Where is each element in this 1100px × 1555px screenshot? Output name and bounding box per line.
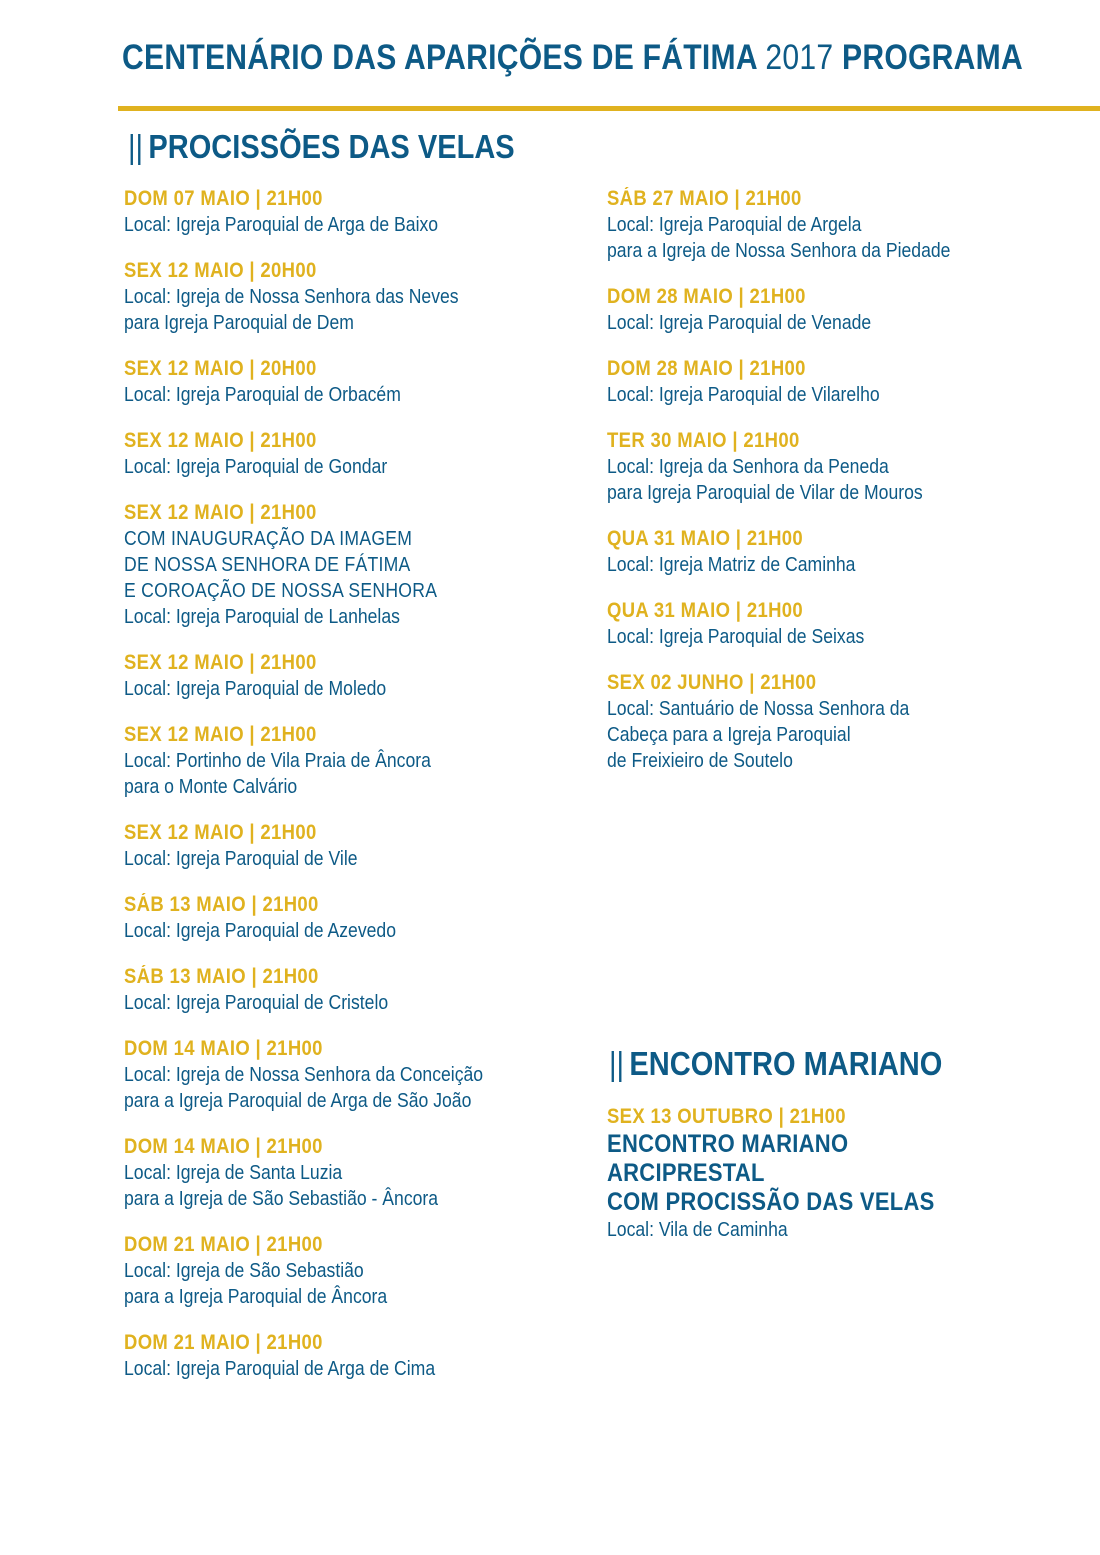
- event-date: SÁB 13 MAIO | 21H00: [124, 893, 319, 916]
- event-location: Local: Igreja Paroquial de Arga de Baixo: [124, 214, 439, 236]
- event-item: [124, 428, 532, 480]
- event-item: [124, 356, 532, 408]
- event-location: para o Monte Calvário: [124, 776, 298, 798]
- event-location: Local: Igreja de Santa Luzia: [124, 1162, 343, 1184]
- event-note: E COROAÇÃO DE NOSSA SENHORA: [124, 580, 438, 602]
- event-title: COM PROCISSÃO DAS VELAS: [607, 1188, 935, 1216]
- event-title: ARCIPRESTAL: [607, 1159, 765, 1187]
- event-item: [124, 964, 532, 1016]
- left-event-list: [124, 186, 532, 1402]
- event-location: Local: Igreja Paroquial de Orbacém: [124, 384, 401, 406]
- event-date: QUA 31 MAIO | 21H00: [607, 599, 804, 622]
- event-item: [124, 892, 532, 944]
- event-item: [124, 186, 532, 238]
- event-date: SEX 12 MAIO | 21H00: [124, 429, 317, 452]
- event-location: Local: Vila de Caminha: [607, 1219, 788, 1241]
- event-date: SÁB 13 MAIO | 21H00: [124, 965, 319, 988]
- title-part-1: CENTENÁRIO DAS APARIÇÕES DE FÁTIMA: [122, 38, 766, 77]
- event-date: SEX 02 JUNHO | 21H00: [607, 671, 817, 694]
- event-item: [124, 1330, 532, 1382]
- event-date: DOM 28 MAIO | 21H00: [607, 285, 806, 308]
- section-heading-encontro: [609, 1045, 942, 1083]
- header-divider: [118, 106, 1100, 111]
- title-part-2: PROGRAMA: [833, 38, 1023, 77]
- event-location: Local: Igreja de São Sebastião: [124, 1260, 364, 1282]
- event-location: para Igreja Paroquial de Dem: [124, 312, 354, 334]
- event-location: Local: Igreja Matriz de Caminha: [607, 554, 856, 576]
- event-date: SÁB 27 MAIO | 21H00: [607, 187, 802, 210]
- event-date: SEX 12 MAIO | 21H00: [124, 651, 317, 674]
- event-title: ENCONTRO MARIANO: [607, 1130, 849, 1158]
- event-location: Local: Igreja Paroquial de Gondar: [124, 456, 388, 478]
- event-item: [124, 820, 532, 872]
- event-date: DOM 21 MAIO | 21H00: [124, 1233, 323, 1256]
- event-date: SEX 12 MAIO | 21H00: [124, 501, 317, 524]
- event-location: para a Igreja de São Sebastião - Âncora: [124, 1188, 439, 1210]
- event-item: [607, 428, 997, 506]
- section-title: PROCISSÕES DAS VELAS: [148, 128, 515, 165]
- event-location: para Igreja Paroquial de Vilar de Mouros: [607, 482, 923, 504]
- section-title: ENCONTRO MARIANO: [629, 1045, 943, 1082]
- event-item: [124, 1232, 532, 1310]
- event-date: SEX 12 MAIO | 21H00: [124, 821, 317, 844]
- event-date: SEX 12 MAIO | 21H00: [124, 723, 317, 746]
- event-item: [124, 650, 532, 702]
- event-location: Local: Igreja Paroquial de Arga de Cima: [124, 1358, 436, 1380]
- event-date: QUA 31 MAIO | 21H00: [607, 527, 804, 550]
- event-location: de Freixieiro de Soutelo: [607, 750, 793, 772]
- event-item: [124, 1134, 532, 1212]
- event-location: para a Igreja de Nossa Senhora da Piedade: [607, 240, 951, 262]
- event-location: Cabeça para a Igreja Paroquial: [607, 724, 851, 746]
- event-location: Local: Igreja Paroquial de Azevedo: [124, 920, 397, 942]
- event-note: DE NOSSA SENHORA DE FÁTIMA: [124, 554, 411, 576]
- right-event-list: [607, 186, 997, 794]
- event-location: Local: Igreja de Nossa Senhora das Neves: [124, 286, 459, 308]
- event-location: Local: Igreja Paroquial de Lanhelas: [124, 606, 400, 628]
- event-location: para a Igreja Paroquial de Arga de São João: [124, 1090, 472, 1112]
- event-location: Local: Igreja Paroquial de Cristelo: [124, 992, 389, 1014]
- page-title: [122, 38, 1023, 78]
- event-date: DOM 21 MAIO | 21H00: [124, 1331, 323, 1354]
- event-location: Local: Igreja Paroquial de Seixas: [607, 626, 865, 648]
- event-location: Local: Igreja Paroquial de Moledo: [124, 678, 387, 700]
- event-date: SEX 12 MAIO | 20H00: [124, 259, 317, 282]
- event-location: Local: Portinho de Vila Praia de Âncora: [124, 750, 431, 772]
- event-item: [607, 598, 997, 650]
- event-date: TER 30 MAIO | 21H00: [607, 429, 800, 452]
- event-item: [607, 1104, 979, 1243]
- event-date: SEX 12 MAIO | 20H00: [124, 357, 317, 380]
- event-note: COM INAUGURAÇÃO DA IMAGEM: [124, 528, 413, 550]
- section-bars: ||: [128, 128, 144, 165]
- section-heading-procissoes: [128, 128, 515, 166]
- encontro-event: [607, 1104, 979, 1263]
- event-item: [124, 722, 532, 800]
- event-date: DOM 28 MAIO | 21H00: [607, 357, 806, 380]
- section-bars: ||: [609, 1045, 625, 1082]
- event-location: para a Igreja Paroquial de Âncora: [124, 1286, 388, 1308]
- event-item: [607, 670, 997, 774]
- event-location: Local: Igreja da Senhora da Peneda: [607, 456, 889, 478]
- event-item: [607, 356, 997, 408]
- event-date: DOM 07 MAIO | 21H00: [124, 187, 323, 210]
- event-item: [124, 258, 532, 336]
- event-location: Local: Igreja de Nossa Senhora da Conceição: [124, 1064, 484, 1086]
- event-date: DOM 14 MAIO | 21H00: [124, 1135, 323, 1158]
- event-item: [607, 284, 997, 336]
- event-item: [607, 186, 997, 264]
- event-location: Local: Igreja Paroquial de Argela: [607, 214, 862, 236]
- event-date: SEX 13 OUTUBRO | 21H00: [607, 1105, 846, 1128]
- title-year: 2017: [765, 38, 834, 77]
- event-location: Local: Igreja Paroquial de Vile: [124, 848, 358, 870]
- event-item: [607, 526, 997, 578]
- event-item: [124, 500, 532, 630]
- event-location: Local: Santuário de Nossa Senhora da: [607, 698, 910, 720]
- event-item: [124, 1036, 532, 1114]
- event-location: Local: Igreja Paroquial de Venade: [607, 312, 872, 334]
- event-date: DOM 14 MAIO | 21H00: [124, 1037, 323, 1060]
- event-location: Local: Igreja Paroquial de Vilarelho: [607, 384, 880, 406]
